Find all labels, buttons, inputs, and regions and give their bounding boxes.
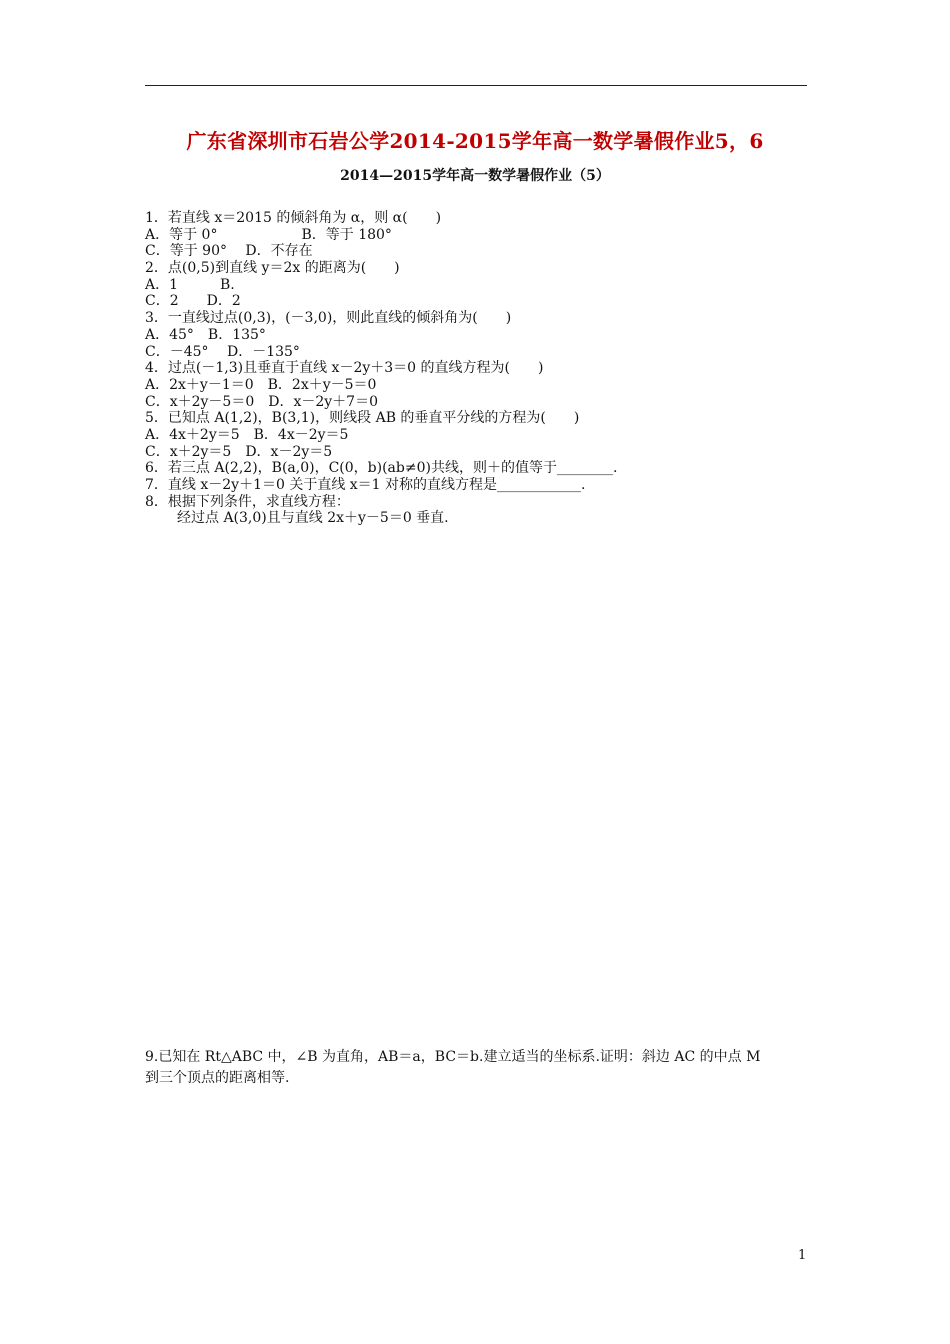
question-8: 8．根据下列条件，求直线方程：	[145, 493, 350, 510]
question-5-options-ab: A．4x＋2y＝5 B．4x－2y＝5	[145, 426, 349, 443]
question-3: 3．一直线过点(0,3)，(－3,0)，则此直线的倾斜角为( )	[145, 310, 512, 327]
question-list	[145, 210, 825, 527]
question-2-options-ab: A．1 B.	[145, 276, 235, 293]
document-subtitle: 2014—2015学年高一数学暑假作业（5）	[340, 168, 610, 184]
question-9-line-2: 到三个顶点的距离相等.	[145, 1070, 290, 1086]
question-4-options-cd: C．x＋2y－5＝0 D．x－2y＋7＝0	[145, 393, 378, 410]
question-1-options-cd: C．等于 90° D．不存在	[145, 243, 313, 260]
question-3-options-cd: C．－45° D．－135°	[145, 343, 300, 360]
question-5: 5．已知点 A(1,2)，B(3,1)，则线段 AB 的垂直平分线的方程为( )	[145, 410, 580, 427]
question-4-options-ab: A．2x＋y－1＝0 B．2x＋y－5＝0	[145, 376, 377, 393]
question-3-options-ab: A．45° B．135°	[145, 326, 266, 343]
question-9-block	[145, 1047, 815, 1089]
question-7: 7．直线 x－2y＋1＝0 关于直线 x＝1 对称的直线方程是____________.	[145, 477, 586, 493]
question-6: 6．若三点 A(2,2)，B(a,0)，C(0，b)(ab≠0)共线，则＋的值等于________.	[145, 460, 618, 477]
question-8-condition: 经过点 A(3,0)且与直线 2x＋y－5＝0 垂直.	[177, 510, 449, 527]
question-1: 1．若直线 x＝2015 的倾斜角为 α，则 α( )	[145, 210, 442, 226]
document-title: 广东省深圳市石岩公学2014-2015学年高一数学暑假作业5，6	[186, 129, 764, 153]
header-rule	[145, 85, 807, 86]
page-number: 1	[798, 1248, 807, 1263]
question-2: 2．点(0,5)到直线 y＝2x 的距离为( )	[145, 260, 400, 277]
question-2-options-cd: C．2 D．2	[145, 293, 241, 310]
question-4: 4．过点(－1,3)且垂直于直线 x－2y＋3＝0 的直线方程为( )	[145, 360, 544, 377]
question-5-options-cd: C．x＋2y＝5 D．x－2y＝5	[145, 443, 333, 460]
question-9-line-1: 9.已知在 Rt△ABC 中，∠B 为直角，AB＝a，BC＝b.建立适当的坐标系.证明：斜边 AC 的中点 M	[145, 1049, 761, 1065]
question-1-options-ab: A．等于 0° B．等于 180°	[145, 226, 392, 243]
